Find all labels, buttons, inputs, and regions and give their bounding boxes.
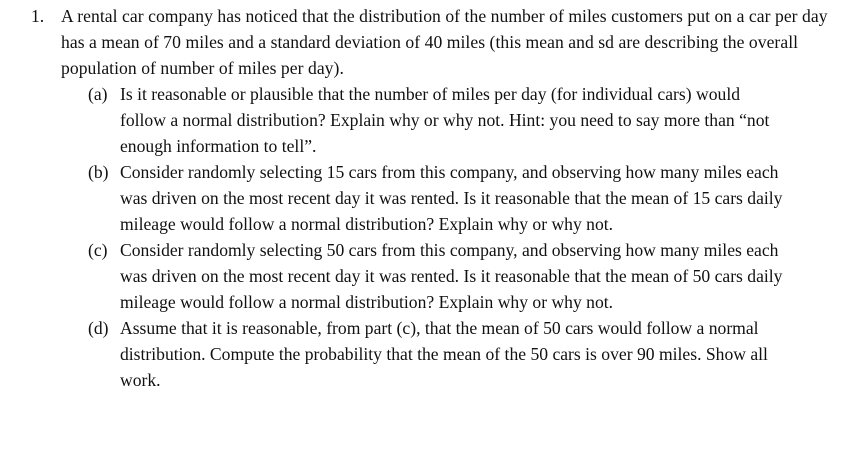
part-a-label: (a) xyxy=(88,84,108,104)
problem-stem: A rental car company has noticed that the distribution of the number of miles customers put on a car per day has a mean of 70 miles and a standard deviation of 40 miles (this mean and sd are describing the overall population of number of miles per day). xyxy=(61,6,828,78)
part-c xyxy=(88,237,788,315)
part-c-text: Consider randomly selecting 50 cars from this company, and observing how many miles each was driven on the most recent day it was rented. Is it reasonable that the mean of 50 cars daily mileage would follow a normal distribution? Explain why or why not. xyxy=(120,240,783,312)
part-b-label: (b) xyxy=(88,162,109,182)
part-d-text: Assume that it is reasonable, from part (c), that the mean of 50 cars would follow a normal distribution. Compute the probability that the mean of the 50 cars is over 90 miles. Show all work. xyxy=(120,318,768,390)
part-b xyxy=(88,159,788,237)
part-a xyxy=(88,81,788,159)
part-b-text: Consider randomly selecting 15 cars from this company, and observing how many miles each was driven on the most recent day it was rented. Is it reasonable that the mean of 15 cars daily mileage would follow a normal distribution? Explain why or why not. xyxy=(120,162,783,234)
problem-parts xyxy=(31,81,831,393)
part-d-label: (d) xyxy=(88,318,109,338)
problem-1 xyxy=(31,3,831,393)
part-a-text: Is it reasonable or plausible that the number of miles per day (for individual cars) would follow a normal distribution? Explain why or why not. Hint: you need to say more than “not enough information to tell”. xyxy=(120,84,770,156)
part-d xyxy=(88,315,788,393)
problem-number: 1. xyxy=(31,6,45,26)
part-c-label: (c) xyxy=(88,240,108,260)
